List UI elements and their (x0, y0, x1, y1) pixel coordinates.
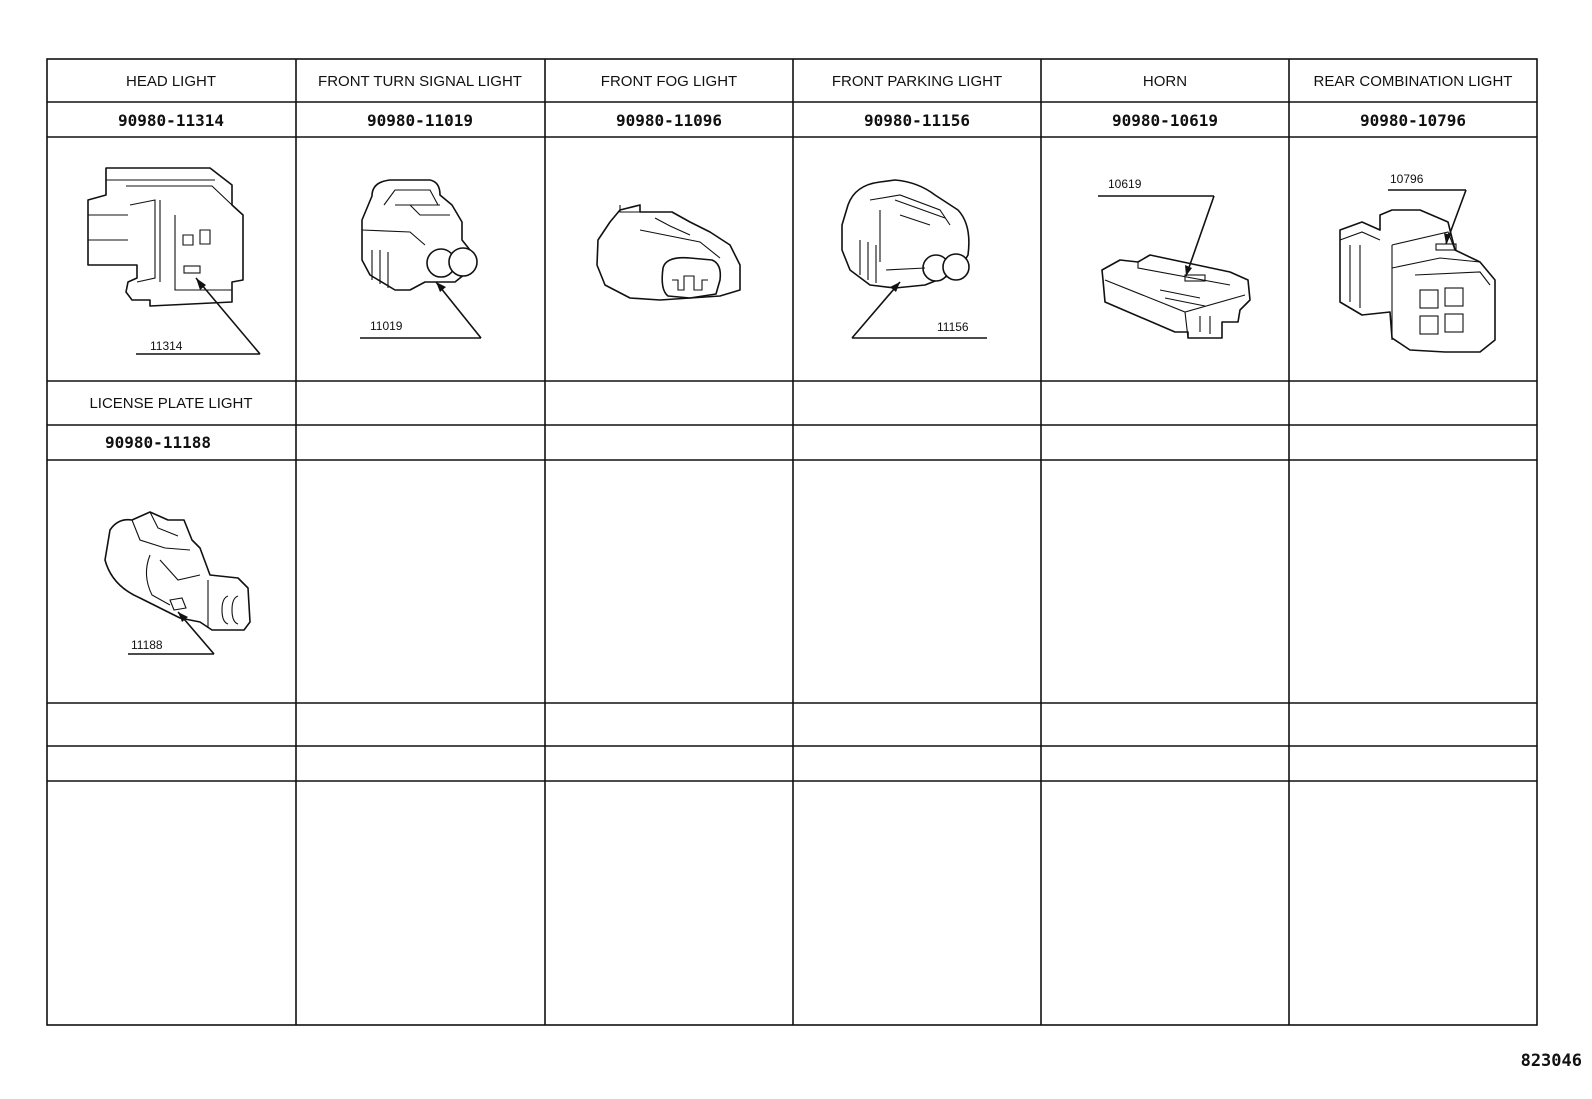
cell-name: HEAD LIGHT (125, 73, 217, 90)
part-number: 90980-11314 (118, 111, 224, 130)
cell-name: LICENSE PLATE LIGHT (89, 395, 253, 412)
callout-label: 10796 (1390, 172, 1424, 186)
connector-front-turn-signal-icon (360, 180, 481, 338)
connector-rear-combination-light-icon (1340, 172, 1495, 352)
callout-label: 11156 (937, 320, 969, 334)
connector-license-plate-light-icon (105, 512, 250, 654)
table-grid (47, 59, 1537, 1025)
cell-name: HORN (1142, 73, 1188, 90)
cell-name: FRONT TURN SIGNAL LIGHT (318, 73, 522, 90)
row-2-labels (89, 395, 252, 452)
callout-label: 10619 (1108, 177, 1142, 191)
part-number: 90980-11156 (864, 111, 970, 130)
figure-reference-number: 823046 (1520, 1051, 1582, 1071)
cell-name: REAR COMBINATION LIGHT (1313, 73, 1513, 90)
part-number: 90980-11019 (367, 111, 473, 130)
cell-name: FRONT PARKING LIGHT (831, 73, 1003, 90)
callout-label: 11019 (370, 319, 403, 333)
connector-front-fog-light-icon (597, 205, 740, 300)
connector-horn-icon (1098, 177, 1250, 338)
cell-name: FRONT FOG LIGHT (600, 73, 738, 90)
callout-label: 11314 (150, 339, 183, 353)
part-number: 90980-11188 (105, 433, 211, 452)
part-number: 90980-11096 (616, 111, 722, 130)
part-number: 90980-10796 (1360, 111, 1466, 130)
callout-label: 11188 (131, 638, 163, 652)
part-number: 90980-10619 (1112, 111, 1218, 130)
connector-head-light-icon (88, 168, 260, 354)
connector-front-parking-light-icon (842, 180, 987, 338)
